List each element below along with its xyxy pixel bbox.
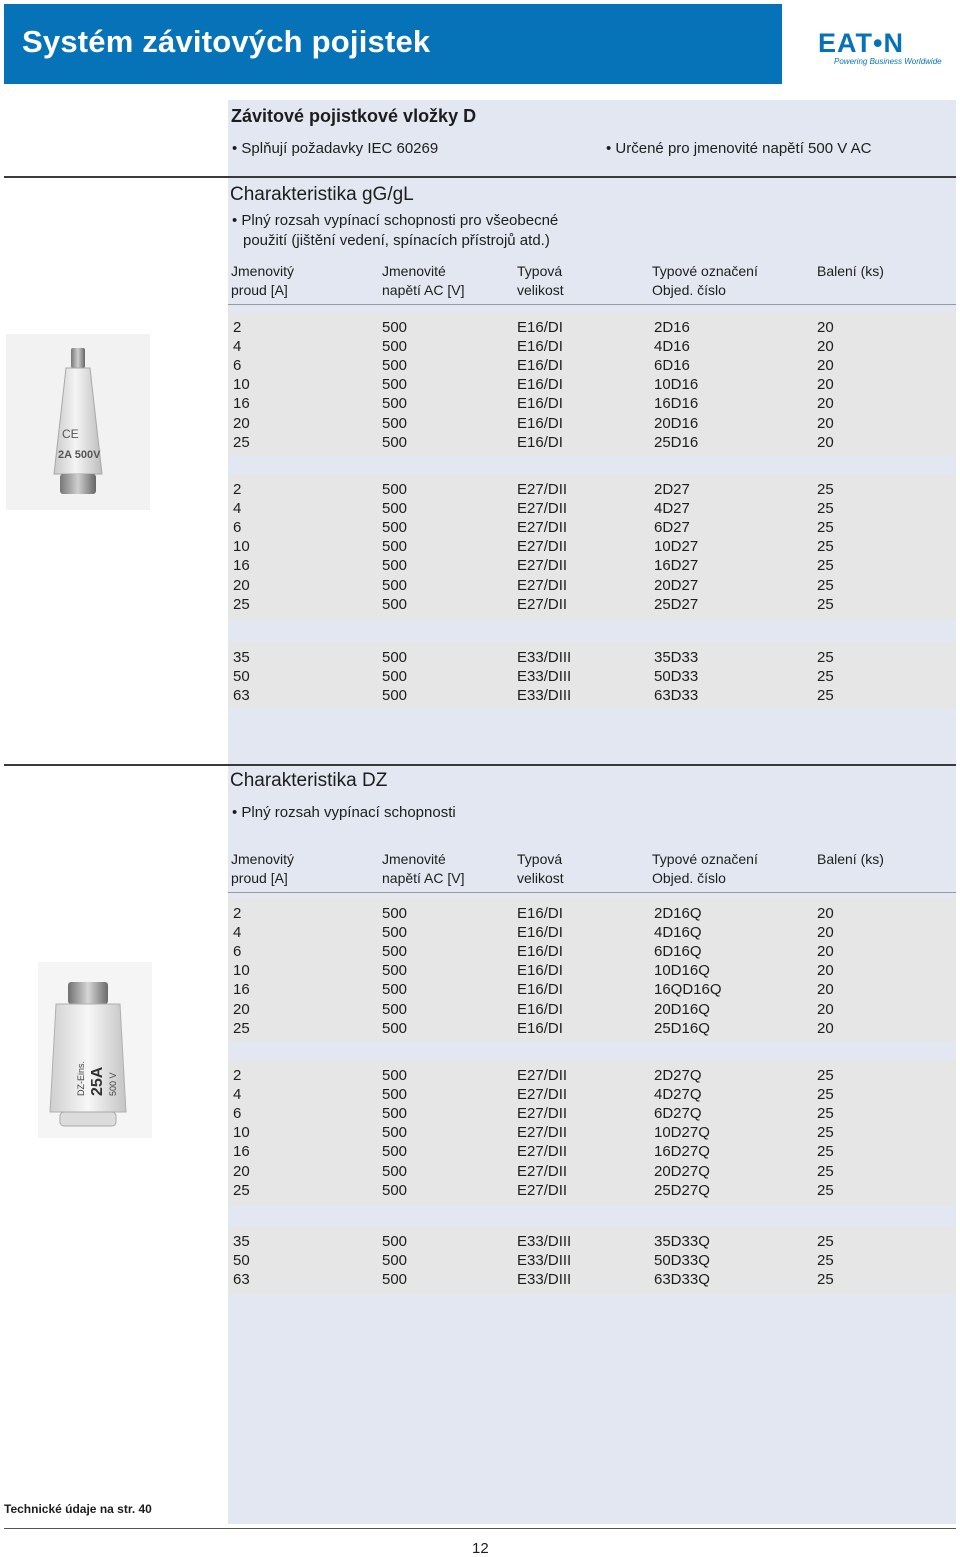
cell-rated-current: 6 — [233, 519, 242, 537]
cell-order-number: 25D27Q — [654, 1181, 710, 1199]
table-row — [228, 518, 956, 537]
cell-package-qty: 20 — [817, 395, 834, 413]
fuse-label-ce: CE — [62, 427, 79, 441]
cell-order-number: 10D27 — [654, 538, 699, 556]
cell-rated-current: 16 — [233, 1143, 250, 1161]
cell-rated-current: 10 — [233, 538, 250, 556]
cell-type-size: E16/DI — [517, 905, 563, 922]
section-title-gg: Charakteristika gG/gL — [230, 184, 414, 205]
cell-package-qty: 20 — [817, 962, 834, 980]
cell-rated-voltage: 500 — [382, 500, 408, 518]
cell-type-size: E27/DII — [517, 1143, 568, 1161]
header-line: Balení (ks) — [817, 851, 884, 867]
fuse-label-type: DZ-Eins. — [76, 1060, 86, 1096]
cell-rated-current: 2 — [233, 319, 242, 336]
page-header — [0, 0, 960, 86]
header-line: Objed. číslo — [652, 282, 726, 298]
table-row — [228, 318, 956, 337]
cell-type-size: E16/DI — [517, 1000, 563, 1018]
cell-type-size: E33/DIII — [517, 687, 572, 705]
cell-rated-voltage: 500 — [382, 357, 408, 375]
cell-type-size: E27/DII — [517, 1181, 568, 1199]
cell-rated-voltage: 500 — [382, 1086, 408, 1104]
cell-rated-voltage: 500 — [382, 1252, 408, 1270]
col-header-voltage — [382, 262, 465, 300]
cell-package-qty: 20 — [817, 357, 834, 375]
cell-package-qty: 25 — [817, 576, 834, 594]
cell-package-qty: 25 — [817, 1233, 834, 1250]
cell-package-qty: 25 — [817, 538, 834, 556]
cell-rated-voltage: 500 — [382, 395, 408, 413]
cell-order-number: 25D16Q — [654, 1019, 710, 1037]
cell-order-number: 25D27 — [654, 595, 699, 613]
cell-type-size: E33/DIII — [517, 1271, 572, 1289]
cell-type-size: E27/DII — [517, 481, 568, 498]
table-row — [228, 556, 956, 575]
cell-order-number: 6D16 — [654, 357, 690, 375]
cell-package-qty: 20 — [817, 1019, 834, 1037]
logo-tagline: Powering Business Worldwide — [834, 57, 942, 66]
cell-rated-current: 6 — [233, 943, 242, 961]
cell-order-number: 6D27 — [654, 519, 690, 537]
cell-type-size: E27/DII — [517, 1105, 568, 1123]
table-row — [228, 1123, 956, 1142]
intro-title: Závitové pojistkové vložky D — [231, 106, 477, 126]
cell-type-size: E16/DI — [517, 319, 563, 336]
cell-rated-voltage: 500 — [382, 668, 408, 686]
cell-package-qty: 20 — [817, 981, 834, 999]
cell-package-qty: 25 — [817, 1271, 834, 1289]
table-row — [228, 686, 956, 705]
cell-order-number: 50D33Q — [654, 1252, 710, 1270]
cell-rated-voltage: 500 — [382, 1271, 408, 1289]
section-divider — [4, 176, 956, 178]
cell-order-number: 10D16 — [654, 376, 699, 394]
cell-rated-current: 4 — [233, 924, 242, 942]
cell-order-number: 35D33Q — [654, 1233, 710, 1250]
header-line: Balení (ks) — [817, 263, 884, 279]
cell-rated-voltage: 500 — [382, 519, 408, 537]
col-header-size — [517, 850, 564, 888]
cell-rated-current: 20 — [233, 576, 250, 594]
footer-rule — [4, 1528, 956, 1529]
intro-bullet-voltage: • Určené pro jmenovité napětí 500 V AC — [606, 140, 872, 157]
cell-rated-current: 10 — [233, 1124, 250, 1142]
cell-rated-voltage: 500 — [382, 595, 408, 613]
table-group-e27-dz — [228, 1060, 956, 1206]
cell-order-number: 16D16 — [654, 395, 699, 413]
cell-package-qty: 25 — [817, 687, 834, 705]
header-line: Typová — [517, 263, 563, 279]
cell-type-size: E16/DI — [517, 924, 563, 942]
cell-type-size: E27/DII — [517, 595, 568, 613]
cell-order-number: 63D33 — [654, 687, 699, 705]
cell-rated-voltage: 500 — [382, 1105, 408, 1123]
cell-type-size: E27/DII — [517, 538, 568, 556]
header-line: Jmenovité — [382, 851, 446, 867]
cell-rated-current: 16 — [233, 395, 250, 413]
cell-type-size: E16/DI — [517, 943, 563, 961]
cell-rated-current: 2 — [233, 1067, 242, 1084]
header-line: napětí AC [V] — [382, 282, 465, 298]
header-line: Objed. číslo — [652, 870, 726, 886]
cell-package-qty: 25 — [817, 500, 834, 518]
cell-rated-voltage: 500 — [382, 1162, 408, 1180]
table-row — [228, 1085, 956, 1104]
table-row — [228, 648, 956, 667]
cell-rated-current: 50 — [233, 1252, 250, 1270]
header-line: Jmenovitý — [231, 263, 295, 279]
section-title-dz: Charakteristika DZ — [230, 770, 388, 791]
table-row — [228, 480, 956, 499]
header-line: napětí AC [V] — [382, 870, 465, 886]
cell-rated-current: 25 — [233, 1181, 250, 1199]
table-row — [228, 1270, 956, 1289]
cell-rated-voltage: 500 — [382, 557, 408, 575]
fuse-d-illustration — [6, 334, 150, 510]
table-group-e27 — [228, 474, 956, 620]
cell-rated-current: 25 — [233, 433, 250, 451]
cell-package-qty: 25 — [817, 1067, 834, 1084]
header-line: Jmenovité — [382, 263, 446, 279]
table-row — [228, 1232, 956, 1251]
fuse-label-amps: 25A — [89, 1066, 106, 1096]
cell-rated-current: 20 — [233, 1162, 250, 1180]
table-row — [228, 1019, 956, 1038]
cell-package-qty: 25 — [817, 1105, 834, 1123]
header-line: Typové označení — [652, 263, 758, 279]
section-bullet-line1: • Plný rozsah vypínací schopnosti pro všeobecné — [232, 212, 559, 229]
cell-rated-voltage: 500 — [382, 905, 408, 922]
cell-type-size: E27/DII — [517, 1124, 568, 1142]
header-rule — [228, 892, 956, 893]
table-group-e33 — [228, 642, 956, 708]
table-row — [228, 667, 956, 686]
fuse-dz-illustration — [38, 962, 152, 1138]
cell-order-number: 2D27Q — [654, 1067, 702, 1084]
section2-bullet: • Plný rozsah vypínací schopnosti — [232, 804, 456, 821]
table-row — [228, 904, 956, 923]
section-divider — [4, 764, 956, 766]
cell-order-number: 4D27 — [654, 500, 690, 518]
table-row — [228, 433, 956, 452]
cell-rated-current: 63 — [233, 1271, 250, 1289]
cell-rated-current: 2 — [233, 481, 242, 498]
page-number: 12 — [472, 1540, 489, 1557]
col-header-pack — [817, 262, 884, 281]
cell-type-size: E16/DI — [517, 433, 563, 451]
cell-rated-voltage: 500 — [382, 943, 408, 961]
cell-order-number: 16QD16Q — [654, 981, 722, 999]
table-group-e33-dz — [228, 1226, 956, 1294]
cell-rated-voltage: 500 — [382, 576, 408, 594]
cell-package-qty: 25 — [817, 649, 834, 666]
cell-order-number: 16D27 — [654, 557, 699, 575]
cell-type-size: E27/DII — [517, 519, 568, 537]
cell-order-number: 16D27Q — [654, 1143, 710, 1161]
cell-type-size: E27/DII — [517, 1162, 568, 1180]
cell-rated-voltage: 500 — [382, 538, 408, 556]
cell-order-number: 20D27Q — [654, 1162, 710, 1180]
cell-type-size: E27/DII — [517, 576, 568, 594]
cell-order-number: 4D16 — [654, 338, 690, 356]
cell-order-number: 20D16Q — [654, 1000, 710, 1018]
cell-package-qty: 20 — [817, 1000, 834, 1018]
header-line: Jmenovitý — [231, 851, 295, 867]
cell-order-number: 35D33 — [654, 649, 699, 666]
fuse-label-volts: 500 V — [108, 1072, 118, 1096]
col-header-voltage — [382, 850, 465, 888]
title-bar — [4, 4, 782, 84]
cell-rated-current: 16 — [233, 557, 250, 575]
cell-order-number: 10D27Q — [654, 1124, 710, 1142]
cell-package-qty: 20 — [817, 433, 834, 451]
cell-rated-voltage: 500 — [382, 687, 408, 705]
fuse-image-d — [6, 334, 150, 510]
fuse-label-rating: 2A 500V — [58, 449, 101, 461]
table-row — [228, 923, 956, 942]
table-row — [228, 537, 956, 556]
cell-rated-voltage: 500 — [382, 1181, 408, 1199]
cell-package-qty: 20 — [817, 943, 834, 961]
cell-rated-current: 4 — [233, 500, 242, 518]
cell-type-size: E27/DII — [517, 1086, 568, 1104]
cell-type-size: E27/DII — [517, 557, 568, 575]
cell-package-qty: 25 — [817, 557, 834, 575]
col-header-order — [652, 850, 758, 888]
cell-type-size: E16/DI — [517, 338, 563, 356]
cell-rated-voltage: 500 — [382, 414, 408, 432]
col-header-size — [517, 262, 564, 300]
table-row — [228, 337, 956, 356]
cell-rated-current: 35 — [233, 1233, 250, 1250]
table-row — [228, 1142, 956, 1161]
cell-rated-current: 20 — [233, 1000, 250, 1018]
cell-rated-voltage: 500 — [382, 1233, 408, 1250]
cell-rated-current: 35 — [233, 649, 250, 666]
cell-rated-current: 10 — [233, 962, 250, 980]
cell-type-size: E33/DIII — [517, 1252, 572, 1270]
cell-package-qty: 25 — [817, 1143, 834, 1161]
cell-type-size: E16/DI — [517, 395, 563, 413]
technical-data-note: Technické údaje na str. 40 — [4, 1502, 152, 1516]
table-row — [228, 961, 956, 980]
table-row — [228, 942, 956, 961]
table-row — [228, 1181, 956, 1200]
header-rule — [228, 304, 956, 305]
cell-rated-current: 10 — [233, 376, 250, 394]
col-header-order — [652, 262, 758, 300]
cell-type-size: E16/DI — [517, 962, 563, 980]
cell-package-qty: 25 — [817, 1086, 834, 1104]
cell-rated-voltage: 500 — [382, 319, 408, 336]
cell-order-number: 4D16Q — [654, 924, 702, 942]
cell-type-size: E16/DI — [517, 1019, 563, 1037]
cell-package-qty: 25 — [817, 519, 834, 537]
cell-type-size: E16/DI — [517, 376, 563, 394]
cell-rated-current: 2 — [233, 905, 242, 922]
col-header-pack — [817, 850, 884, 869]
table-row — [228, 499, 956, 518]
logo-wordmark: EAT•N — [818, 28, 904, 58]
cell-type-size: E33/DIII — [517, 1233, 572, 1250]
table-row — [228, 1104, 956, 1123]
cell-order-number: 6D16Q — [654, 943, 702, 961]
cell-package-qty: 20 — [817, 905, 834, 922]
cell-package-qty: 25 — [817, 668, 834, 686]
table-row — [228, 576, 956, 595]
header-line: velikost — [517, 282, 564, 298]
cell-rated-current: 63 — [233, 687, 250, 705]
cell-type-size: E16/DI — [517, 414, 563, 432]
cell-order-number: 4D27Q — [654, 1086, 702, 1104]
table-group-e16-dz — [228, 898, 956, 1042]
cell-type-size: E27/DII — [517, 1067, 568, 1084]
header-line: proud [A] — [231, 282, 288, 298]
cell-rated-current: 4 — [233, 338, 242, 356]
cell-rated-voltage: 500 — [382, 481, 408, 498]
header-line: Typové označení — [652, 851, 758, 867]
cell-type-size: E33/DIII — [517, 649, 572, 666]
cell-rated-voltage: 500 — [382, 1124, 408, 1142]
cell-type-size: E16/DI — [517, 981, 563, 999]
table-row — [228, 595, 956, 614]
cell-order-number: 50D33 — [654, 668, 699, 686]
cell-order-number: 20D16 — [654, 414, 699, 432]
table-row — [228, 1251, 956, 1270]
table-row — [228, 356, 956, 375]
cell-order-number: 6D27Q — [654, 1105, 702, 1123]
cell-package-qty: 20 — [817, 319, 834, 336]
cell-rated-voltage: 500 — [382, 1000, 408, 1018]
table-row — [228, 414, 956, 433]
cell-rated-current: 6 — [233, 357, 242, 375]
cell-order-number: 10D16Q — [654, 962, 710, 980]
intro-bullet-iec: • Splňují požadavky IEC 60269 — [232, 140, 439, 157]
table-row — [228, 1000, 956, 1019]
cell-type-size: E27/DII — [517, 500, 568, 518]
cell-order-number: 25D16 — [654, 433, 699, 451]
table-row — [228, 394, 956, 413]
cell-rated-voltage: 500 — [382, 981, 408, 999]
cell-package-qty: 25 — [817, 1162, 834, 1180]
header-line: velikost — [517, 870, 564, 886]
cell-rated-current: 6 — [233, 1105, 242, 1123]
fuse-image-dz — [38, 962, 152, 1138]
cell-order-number: 2D27 — [654, 481, 690, 498]
cell-order-number: 20D27 — [654, 576, 699, 594]
header-line: proud [A] — [231, 870, 288, 886]
header-line: Typová — [517, 851, 563, 867]
cell-type-size: E33/DIII — [517, 668, 572, 686]
cell-rated-voltage: 500 — [382, 649, 408, 666]
cell-package-qty: 25 — [817, 1181, 834, 1199]
col-header-current — [231, 850, 294, 888]
cell-rated-voltage: 500 — [382, 376, 408, 394]
cell-package-qty: 20 — [817, 338, 834, 356]
cell-package-qty: 20 — [817, 414, 834, 432]
cell-rated-voltage: 500 — [382, 1019, 408, 1037]
section-bullet-line2: použití (jištění vedení, spínacích přístrojů atd.) — [243, 232, 550, 249]
cell-package-qty: 20 — [817, 376, 834, 394]
cell-order-number: 63D33Q — [654, 1271, 710, 1289]
cell-rated-voltage: 500 — [382, 338, 408, 356]
cell-package-qty: 25 — [817, 1124, 834, 1142]
table-group-e16 — [228, 312, 956, 456]
cell-package-qty: 25 — [817, 595, 834, 613]
col-header-current — [231, 262, 294, 300]
cell-type-size: E16/DI — [517, 357, 563, 375]
cell-package-qty: 25 — [817, 1252, 834, 1270]
cell-rated-voltage: 500 — [382, 433, 408, 451]
cell-package-qty: 20 — [817, 924, 834, 942]
cell-rated-current: 4 — [233, 1086, 242, 1104]
table-row — [228, 1162, 956, 1181]
page-title: Systém závitových pojistek — [22, 24, 431, 59]
cell-rated-current: 25 — [233, 1019, 250, 1037]
cell-order-number: 2D16Q — [654, 905, 702, 922]
cell-package-qty: 25 — [817, 481, 834, 498]
cell-rated-voltage: 500 — [382, 962, 408, 980]
cell-order-number: 2D16 — [654, 319, 690, 336]
cell-rated-current: 20 — [233, 414, 250, 432]
cell-rated-voltage: 500 — [382, 1067, 408, 1084]
cell-rated-current: 50 — [233, 668, 250, 686]
cell-rated-current: 16 — [233, 981, 250, 999]
table-row — [228, 1066, 956, 1085]
cell-rated-voltage: 500 — [382, 1143, 408, 1161]
cell-rated-voltage: 500 — [382, 924, 408, 942]
cell-rated-current: 25 — [233, 595, 250, 613]
table-row — [228, 375, 956, 394]
table-row — [228, 980, 956, 999]
